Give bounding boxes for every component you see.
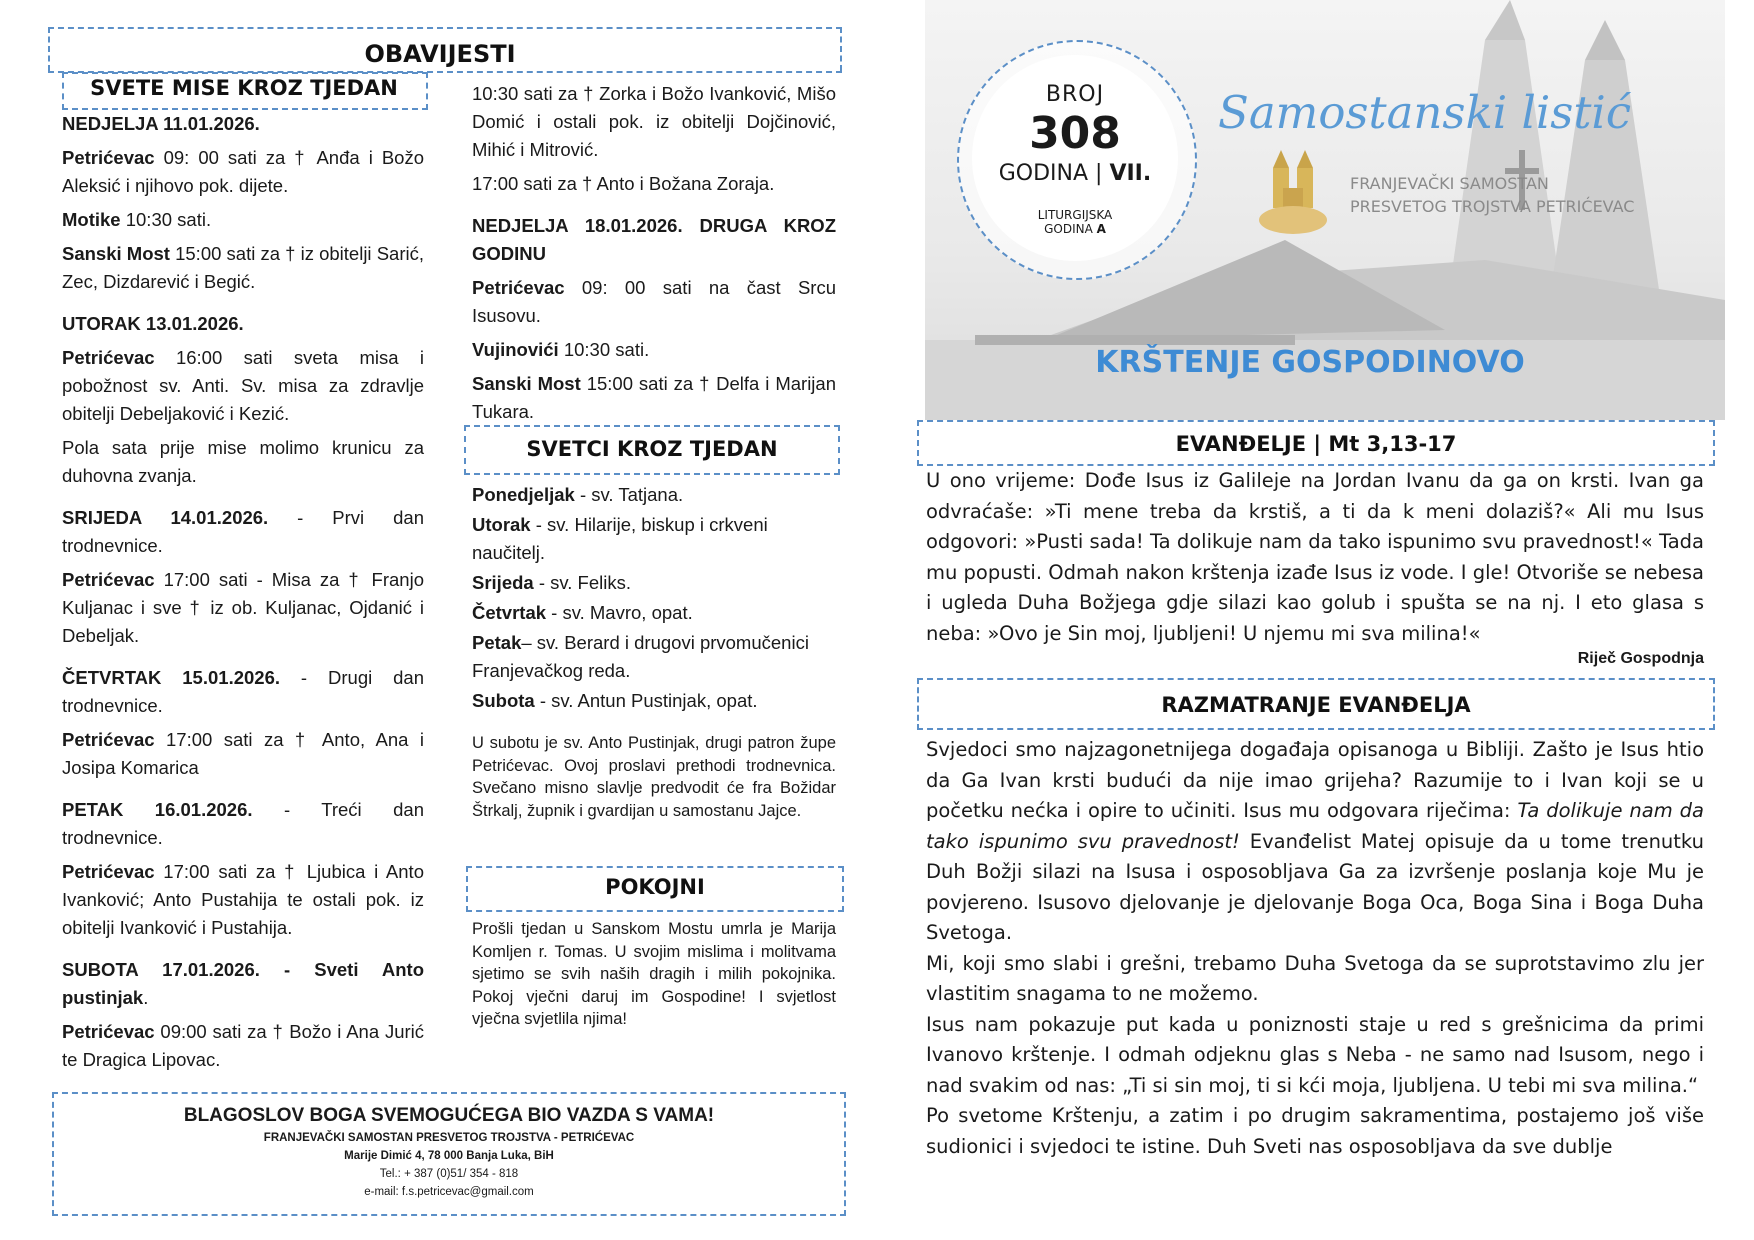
saint-entry: Četvrtak - sv. Mavro, opat. — [472, 602, 693, 623]
mass-day-heading: UTORAK 13.01.2026. — [62, 313, 244, 334]
year-label: GODINA | — [998, 161, 1103, 186]
saint-entry: Petak– sv. Berard i drugovi prvomučenici Franjevačkog reda. — [472, 632, 809, 681]
masses-column-1 — [62, 110, 424, 1088]
footer-phone: Tel.: + 387 (0)51/ 354 - 818 — [379, 1168, 519, 1180]
mass-entry: Motike 10:30 sati. — [62, 209, 212, 230]
mass-entry: Petrićevac 17:00 sati za † Ljubica i Anto Ivanković; Anto Pustahija te ostali pok. iz obitelji Ivanković i Pustahija. — [62, 861, 424, 938]
mass-day-heading: PETAK 16.01.2026. - Treći dan trodnevnice. — [62, 799, 424, 848]
saint-entry: Utorak - sv. Hilarije, biskup i crkveni naučitelj. — [472, 514, 768, 563]
mass-day-heading: SUBOTA 17.01.2026. - Sveti Anto pustinjak. — [62, 959, 424, 1008]
liturgical-year-value: A — [1096, 222, 1106, 236]
mass-day-heading: NEDJELJA 11.01.2026. — [62, 113, 260, 134]
reflection-paragraph: Svjedoci smo najzagonetnijega događaja opisanoga u Bibliji. Zašto je Isus htio da Ga Ivan krsti budući da nije imao grijeha? Razumije to i Ivan koji se u početku nećka i opire to učiniti. Isus mu odgovara riječima: Ta dolikuje nam da tako ispunimo svu pravednost! Evanđelist Matej opisuje da u tome trenutku Duh Božji silazi na Isusa i osposobljava Ga za izvršenje poslanja koje Mu je povjereno. Isusovo djelovanje je djelovanje Boga Oca, Boga Sina i Boga Duha Svetoga. — [926, 738, 1704, 944]
reflection-paragraph: Isus nam pokazuje put kada u poniznosti staje u red s grešnicima da primi Ivanovo krštenje. I odmah odjeknu glas s Neba - ne samo nad Isusom, nego i nad svakim od nas: „Ti si sin moj, ti si kći moja, ljubljena. U tebi mi sva milina.“ — [926, 1012, 1704, 1097]
footer-org: FRANJEVAČKI SAMOSTAN PRESVETOG TROJSTVA - PETRIĆEVAC — [263, 1132, 635, 1144]
saint-entry: Subota - sv. Antun Pustinjak, opat. — [472, 690, 758, 711]
mass-entry: Vujinovići 10:30 sati. — [472, 339, 650, 360]
reflection-paragraph: Po svetome Krštenju, a zatim i po drugim sakramentima, postajemo još više sudionici i svjedoci te istine. Duh Sveti nas osposobljava da sve dublje — [926, 1104, 1704, 1158]
monastery-line2: PRESVETOG TROJSTVA PETRIĆEVAC — [1350, 197, 1635, 216]
mass-entry: Petrićevac 16:00 sati sveta misa i pobožnost sv. Anti. Sv. misa za zdravlje obitelji Debeljaković i Kezić. — [62, 347, 424, 424]
liturgical-year-label: GODINA — [1044, 222, 1093, 236]
masses-heading: SVETE MISE KROZ TJEDAN — [90, 76, 398, 100]
deceased-text: Prošli tjedan u Sanskom Mostu umrla je Marija Komljen r. Tomas. U svojim mislima i molitvama sjetimo se svih naših dragih i milih pokojnika. Pokoj vječni daruj im Gospodine! I svjetlost vječna svjetlila njima! — [472, 920, 836, 1028]
issue-label: BROJ — [1045, 82, 1105, 107]
masses-column-2 — [472, 80, 836, 432]
mass-entry: Petrićevac 17:00 sati - Misa za † Franjo Kuljanac i sve † iz ob. Kuljanac, Ojdanić i Debeljak. — [62, 569, 424, 646]
gospel-heading: EVANĐELJE | Mt 3,13-17 — [1175, 432, 1457, 456]
blessing: BLAGOSLOV BOGA SVEMOGUĆEGA BIO VAZDA S VAMA! — [183, 1105, 715, 1126]
mass-entry: Sanski Most 15:00 sati za † iz obitelji Sarić, Zec, Dizdarević i Begić. — [62, 243, 424, 292]
gospel-text: U ono vrijeme: Dođe Isus iz Galileje na Jordan Ivanu da ga on krsti. Ivan ga odvraćaše: »Ti mene treba da krstiš, a ti da k meni dolaziš?« Ali mu Isus odgovori: »Pusti sada! Ta dolikuje nam da tako ispunimo svu pravednost!« Tada mu popusti. Odmah nakon krštenja izađe Isus iz vode. I gle! Otvoriše se nebesa i ugleda Duha Božjega gdje silazi kao golub i spušta se na nj. I eto glasa s neba: »Ovo je Sin moj, ljubljeni! U njemu mi sva milina!« — [926, 469, 1704, 645]
deceased-heading: POKOJNI — [605, 875, 705, 899]
footer-email: e-mail: f.s.petricevac@gmail.com — [364, 1186, 534, 1198]
mass-entry: Petrićevac 17:00 sati za † Anto, Ana i Josipa Komarica — [62, 729, 424, 778]
saints-note: U subotu je sv. Anto Pustinjak, drugi patron župe Petrićevac. Ovoj proslavi prethodi trodnevnica. Svečano misno slavlje predvodit će fra Božidar Štrkalj, župnik i gvardijan u samostanu Jajce. — [472, 734, 836, 820]
monastery-line1: FRANJEVAČKI SAMOSTAN — [1350, 174, 1549, 193]
footer-address: Marije Dimić 4, 78 000 Banja Luka, BiH — [344, 1150, 554, 1162]
mass-entry: Petrićevac 09: 00 sati za † Anđa i Božo Aleksić i njihovo pok. dijete. — [62, 147, 424, 196]
mass-entry: Petrićevac 09: 00 sati na čast Srcu Isusovu. — [472, 277, 836, 326]
mass-day-heading: ČETVRTAK 15.01.2026. - Drugi dan trodnevnice. — [62, 667, 424, 716]
issue-number: 308 — [1029, 108, 1121, 159]
mass-entry: 10:30 sati za † Zorka i Božo Ivanković, Mišo Domić i ostali pok. iz obitelji Dojčinović, Mihić i Mitrović. — [472, 83, 836, 160]
liturgical-label: LITURGIJSKA — [1037, 208, 1113, 222]
mass-entry: Sanski Most 15:00 sati za † Delfa i Marijan Tukara. — [472, 373, 836, 422]
notices-title: OBAVIJESTI — [364, 40, 516, 68]
mass-entry: 17:00 sati za † Anto i Božana Zoraja. — [472, 173, 775, 194]
reflection-text — [926, 735, 1704, 1162]
monastery-logo-icon — [1253, 148, 1333, 238]
sunday18-heading: NEDJELJA 18.01.2026. DRUGA KROZ GODINU — [472, 215, 836, 264]
mass-entry: Petrićevac 09:00 sati za † Božo i Ana Jurić te Dragica Lipovac. — [62, 1021, 424, 1070]
feast-title: KRŠTENJE GOSPODINOVO — [1095, 345, 1525, 380]
saint-entry: Ponedjeljak - sv. Tatjana. — [472, 484, 684, 505]
reflection-paragraph: Mi, koji smo slabi i grešni, trebamo Duha Svetoga da se suprotstavimo zlu jer vlastitim snagama to ne možemo. — [926, 951, 1704, 1005]
word-of-lord: Riječ Gospodnja — [1577, 650, 1704, 667]
brand-title: Samostanski listić — [1218, 86, 1632, 139]
mass-entry: Pola sata prije mise molimo krunicu za duhovna zvanja. — [62, 437, 424, 486]
mass-day-heading: SRIJEDA 14.01.2026. - Prvi dan trodnevnice. — [62, 507, 424, 556]
reflection-heading: RAZMATRANJE EVANĐELJA — [1161, 693, 1471, 717]
saints-list — [472, 481, 836, 717]
saints-heading: SVETCI KROZ TJEDAN — [526, 437, 778, 461]
saint-entry: Srijeda - sv. Feliks. — [472, 572, 631, 593]
year-value: VII. — [1109, 161, 1152, 186]
